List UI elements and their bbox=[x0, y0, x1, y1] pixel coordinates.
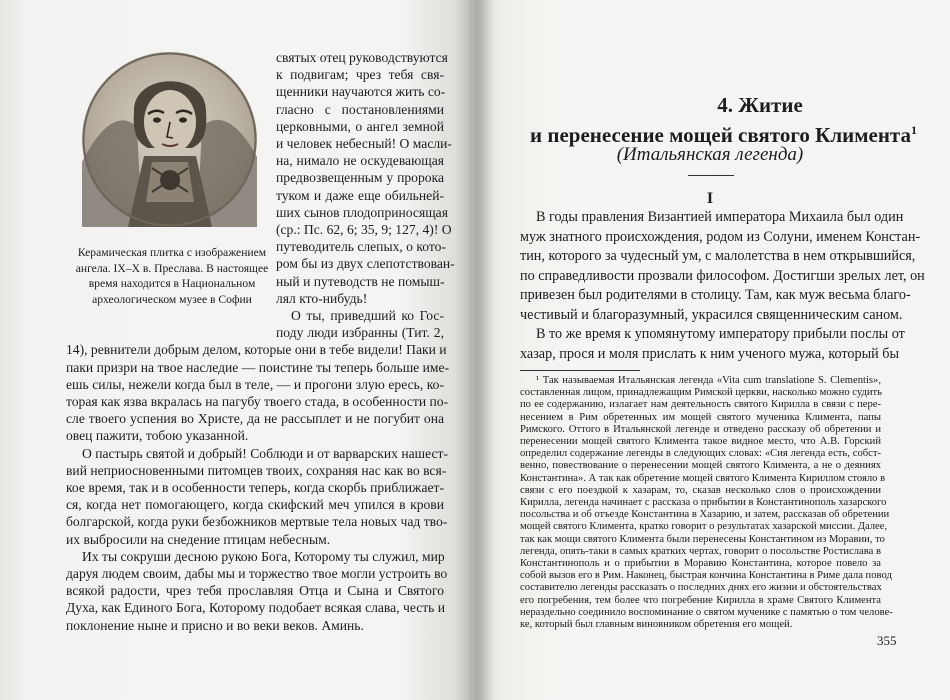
caption-line: время находится в Национальном bbox=[88, 277, 256, 290]
text-line: В то же время к упомянутому императору прибыли послы от bbox=[536, 326, 905, 342]
section-number: I bbox=[706, 190, 714, 207]
page-number: 355 bbox=[877, 633, 897, 648]
footnote-line: по ее содержанию, излагает нам деятельность святого Кирилла в связи с пере- bbox=[520, 399, 881, 411]
title-divider bbox=[688, 175, 734, 176]
text-line: привезен был родителями в столицу. Там, как муж весьма благо- bbox=[520, 287, 911, 303]
text-line: ный и путеводств не помыш- bbox=[276, 273, 445, 289]
footnote-line: Константинополь и о прибытии в Моравию Константина, которое повело за bbox=[520, 558, 881, 569]
text-line: кое время, так и в особенности теперь, когда скорбь приближает- bbox=[66, 480, 444, 495]
footnote-line: его погребения, тем более что погребение Кирилла в храме Святого Климента bbox=[520, 594, 881, 606]
text-line: поклонение ныне и присно и во веки веков. Аминь. bbox=[66, 617, 364, 633]
text-line: В годы правления Византией императора Михаила был один bbox=[536, 209, 904, 225]
footnote-line: посольства и об отъезде Константина в Хазарию, и затем, рассказав об обретении bbox=[520, 509, 890, 521]
footnote-line: Константина». А так как обретение мощей святого Климента Кириллом стояло в bbox=[520, 472, 886, 484]
text-line: честивый и благоразумный, украсился священническим саном. bbox=[520, 306, 903, 323]
angel-icon bbox=[82, 52, 257, 227]
text-line: поду люди избранны (Тит. 2, bbox=[276, 325, 444, 341]
caption-line: Керамическая плитка с изображением bbox=[77, 246, 267, 259]
text-line: хазар, прося и моля прислать к ним ученого мужа, который бы bbox=[520, 345, 900, 362]
footnote-line: легенда, опять-таки в самых кратких чертах, говорит о посольстве Ростислава в bbox=[520, 545, 881, 557]
text-line: предвозвещенным у пророка bbox=[276, 170, 444, 186]
text-line: Духа, как Единого Бога, Которому подобает всякая слава, честь и bbox=[66, 600, 446, 616]
text-line: О ты, приведший ко Гос- bbox=[291, 308, 444, 323]
illustration-caption bbox=[66, 245, 278, 307]
text-line: овец пажити, тобою указанной. bbox=[66, 428, 249, 444]
text-line: лял кто-нибудь! bbox=[276, 290, 368, 306]
text-line: О пастырь святой и добрый! Соблюди и от варварских нашест- bbox=[82, 445, 449, 461]
footnote-line: Римского. Оттого в Итальянской легенде и отведено рассказу об обретении и bbox=[520, 423, 881, 435]
text-line: болгарской, когда руки безбожников мертвые тела новых чад тво- bbox=[66, 514, 448, 530]
text-line: щенники научаются жить со- bbox=[276, 84, 446, 100]
text-line: путеводитель слепых, о кото- bbox=[276, 239, 446, 255]
footnote-line: связи с его поездкой к хазарам, то, сказав несколько слов о происхождении bbox=[520, 484, 881, 496]
text-line: сле твоего успения во Христе, да не рассыплет и не погубит она bbox=[66, 411, 444, 427]
chapter-title-text: и перенесение мощей святого Климента bbox=[530, 123, 911, 147]
text-line: и человек небесный! О масли- bbox=[276, 136, 452, 151]
text-line: ся, когда нет помогающего, когда скифский меч упился в крови bbox=[66, 497, 444, 513]
text-line: муж знатного происхождения, родом из Солуни, именем Констан- bbox=[520, 228, 921, 245]
left-page bbox=[0, 0, 470, 700]
text-line: церковными, о ангел земной bbox=[276, 118, 444, 134]
text-line: вий неприосновенными питомцев твоих, сохраняя нас как во вся- bbox=[66, 462, 447, 478]
footnote-marker: 1 bbox=[911, 123, 917, 137]
text-line: гласно с постановлениями bbox=[276, 101, 444, 117]
footnote-line: венно, повествование о перенесении мощей святого Климента, а не о деяниях bbox=[520, 460, 881, 472]
text-line: святых отец руководствуются bbox=[276, 50, 448, 65]
text-line: Их ты сокруши десною рукою Бога, Которому ты служил, мир bbox=[82, 548, 445, 564]
footnote-line: составленная лицом, принадлежащим Римской церкви, насколько можно судить bbox=[520, 387, 883, 399]
caption-line: археологическом музее в Софии bbox=[92, 292, 252, 306]
text-line: ешь силы, нежели когда был в теле, — и прогони злую ересь, ко- bbox=[66, 376, 444, 392]
footnote-line: собой вызов его в Рим. Наконец, быстрая кончина Константина в Риме дала повод bbox=[520, 570, 892, 582]
chapter-subtitle: (Итальянская легенда) bbox=[616, 144, 804, 165]
footnote-line: определил содержание легенды в следующих словах: «Сия легенда есть, собст- bbox=[520, 448, 881, 460]
footnote-line: так как мощи святого Климента были перенесены Константином из Моравии, то bbox=[520, 533, 885, 545]
text-line: паки призри на твое наследие — поистине ты теперь больше име- bbox=[66, 359, 450, 375]
footnote-line: несением в Рим обретенных им мощей святого мученика Климента, папы bbox=[520, 411, 881, 423]
text-line: на, нимало не оскудевающая bbox=[276, 153, 444, 169]
footnote-divider bbox=[520, 370, 640, 371]
footnote-line: ке, который был главным виновником обретения его мощей. bbox=[520, 619, 793, 630]
angel-tile-illustration bbox=[82, 52, 257, 227]
text-line: (ср.: Пс. 62, 6; 35, 9; 127, 4)! О bbox=[276, 222, 452, 237]
footnote-line: ¹ Так называемая Итальянская легенда «Vita cum translatione S. Clementis», bbox=[536, 375, 881, 386]
text-line: их выбросили на снедение птицам небесным. bbox=[66, 531, 331, 547]
text-line: торая как язва вкралась на пагубу твоего стада, в особенности по- bbox=[66, 394, 449, 409]
footnote-line: нераздельно соединило воспоминание о святом мученике с памятью о том челове- bbox=[520, 606, 893, 618]
text-line: к подвигам; чрез тебя свя- bbox=[276, 67, 444, 83]
right-page bbox=[470, 0, 950, 700]
caption-line: ангела. IX–X в. Преслава. В настоящее bbox=[75, 261, 269, 275]
footnote-line: перенесении мощей святого Климента такое видное место, что А.В. Горский bbox=[520, 436, 881, 447]
footnote-line: составителю легенды рассказать о последних днях его жизни и обстоятельствах bbox=[520, 582, 882, 594]
text-line: ром бы из двух слепотствован- bbox=[276, 256, 455, 272]
text-line: по справедливости прозвали философом. Достигши зрелых лет, он bbox=[520, 267, 925, 284]
footnote-line: Кирилла, легенда начинает с рассказа о прибытии в Константинополь хазарского bbox=[520, 497, 887, 508]
chapter-title: 4. Житие bbox=[717, 93, 803, 117]
text-line: тин, которого за чудесный ум, с малолетства в нем открывшийся, bbox=[520, 248, 916, 264]
text-line: всякой радости, чрез тебя прославляя Отца и Сына и Святого bbox=[66, 583, 444, 599]
text-line: туком и даже еще обильней- bbox=[276, 187, 444, 203]
text-line: даруя людем своим, дабы мы и торжество твое могли устроить во bbox=[66, 566, 448, 581]
footnote-line: мощей святого Климента, кратко говорит о результатах хазарской миссии. Далее, bbox=[520, 521, 888, 533]
text-line: 14), ревнители добрым делом, которые они в тебе видели! Паки и bbox=[66, 342, 447, 358]
text-line: ших сынов плодоприносящая bbox=[276, 204, 448, 220]
